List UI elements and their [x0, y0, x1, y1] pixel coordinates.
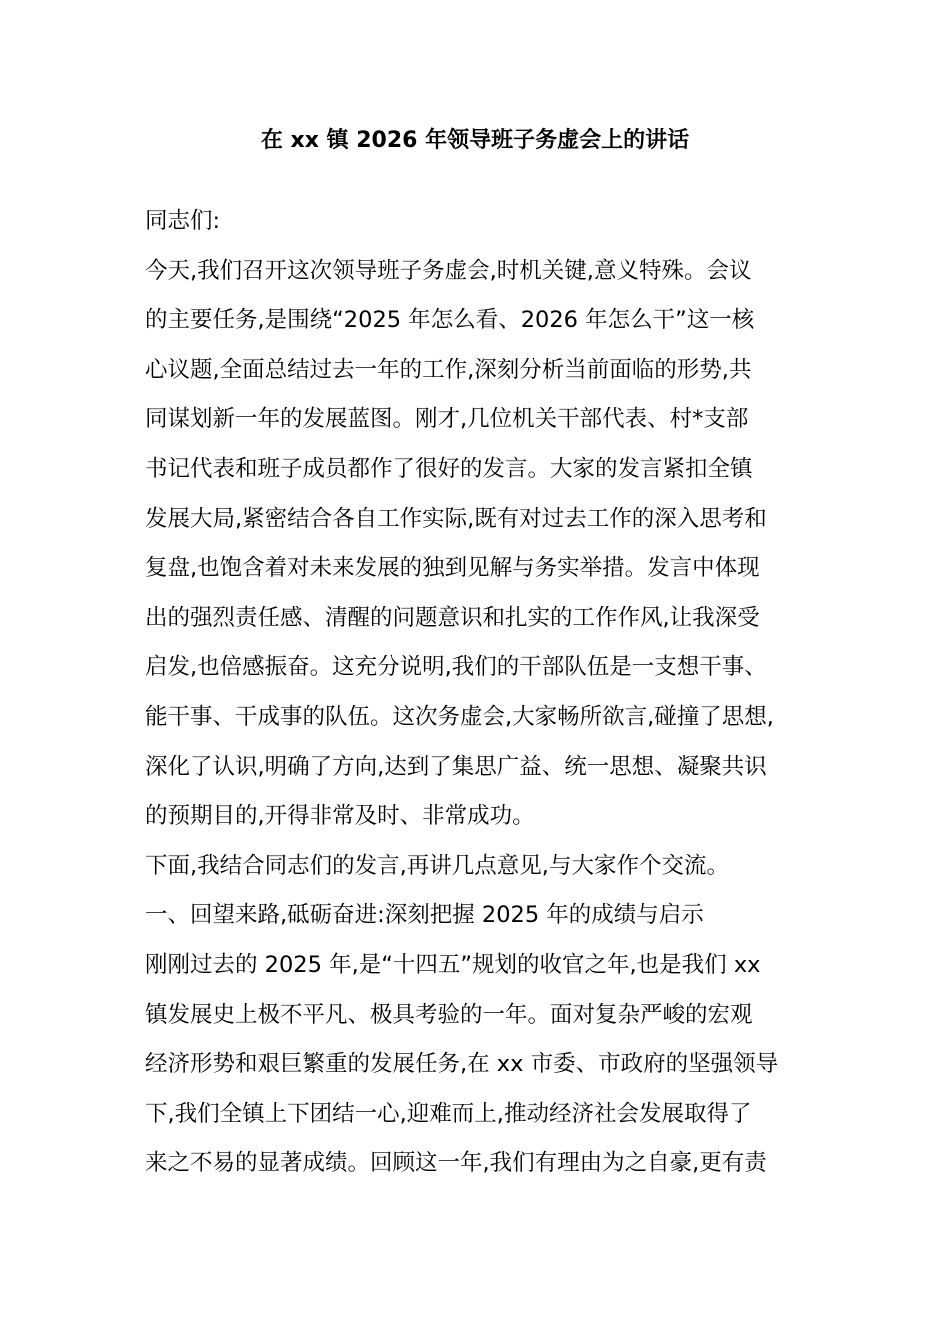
section-heading: 一、回望来路,砥砺奋进:深刻把握 2025 年的成绩与启示	[145, 902, 704, 929]
salutation-line: 同志们:	[145, 208, 221, 234]
paragraph-line: 刚刚过去的 2025 年,是“十四五”规划的收官之年,也是我们 xx	[145, 951, 761, 978]
paragraph-line: 启发,也倍感振奋。这充分说明,我们的干部队伍是一支想干事、	[145, 654, 767, 681]
paragraph-line: 经济形势和艰巨繁重的发展任务,在 xx 市委、市政府的坚强领导	[145, 1051, 779, 1078]
paragraph-line: 今天,我们召开这次领导班子务虚会,时机关键,意义特殊。会议	[145, 257, 752, 284]
paragraph-line: 下面,我结合同志们的发言,再讲几点意见,与大家作个交流。	[145, 852, 729, 879]
paragraph-line: 来之不易的显著成绩。回顾这一年,我们有理由为之自豪,更有责	[145, 1150, 767, 1177]
document-body	[145, 197, 810, 1189]
paragraph-line: 书记代表和班子成员都作了很好的发言。大家的发言紧扣全镇	[145, 455, 753, 482]
paragraph-line: 下,我们全镇上下团结一心,迎难而上,推动经济社会发展取得了	[145, 1100, 752, 1127]
document-title: 在 xx 镇 2026 年领导班子务虚会上的讲话	[260, 128, 690, 153]
paragraph-line: 同谋划新一年的发展蓝图。刚才,几位机关干部代表、村*支部	[145, 406, 749, 433]
paragraph-line: 的主要任务,是围绕“2025 年怎么看、2026 年怎么干”这一核	[145, 307, 755, 334]
paragraph-line: 复盘,也饱含着对未来发展的独到见解与务实举措。发言中体现	[145, 555, 760, 582]
paragraph-line: 出的强烈责任感、清醒的问题意识和扎实的工作作风,让我深受	[145, 604, 760, 631]
paragraph-line: 深化了认识,明确了方向,达到了集思广益、统一思想、凝聚共识	[145, 753, 767, 780]
paragraph-line: 心议题,全面总结过去一年的工作,深刻分析当前面临的形势,共	[145, 356, 752, 383]
paragraph-line: 的预期目的,开得非常及时、非常成功。	[145, 803, 535, 830]
paragraph-line: 发展大局,紧密结合各自工作实际,既有对过去工作的深入思考和	[145, 505, 767, 532]
paragraph-line: 镇发展史上极不平凡、极具考验的一年。面对复杂严峻的宏观	[145, 1001, 753, 1028]
paragraph-line: 能干事、干成事的队伍。这次务虚会,大家畅所欲言,碰撞了思想,	[145, 703, 774, 730]
